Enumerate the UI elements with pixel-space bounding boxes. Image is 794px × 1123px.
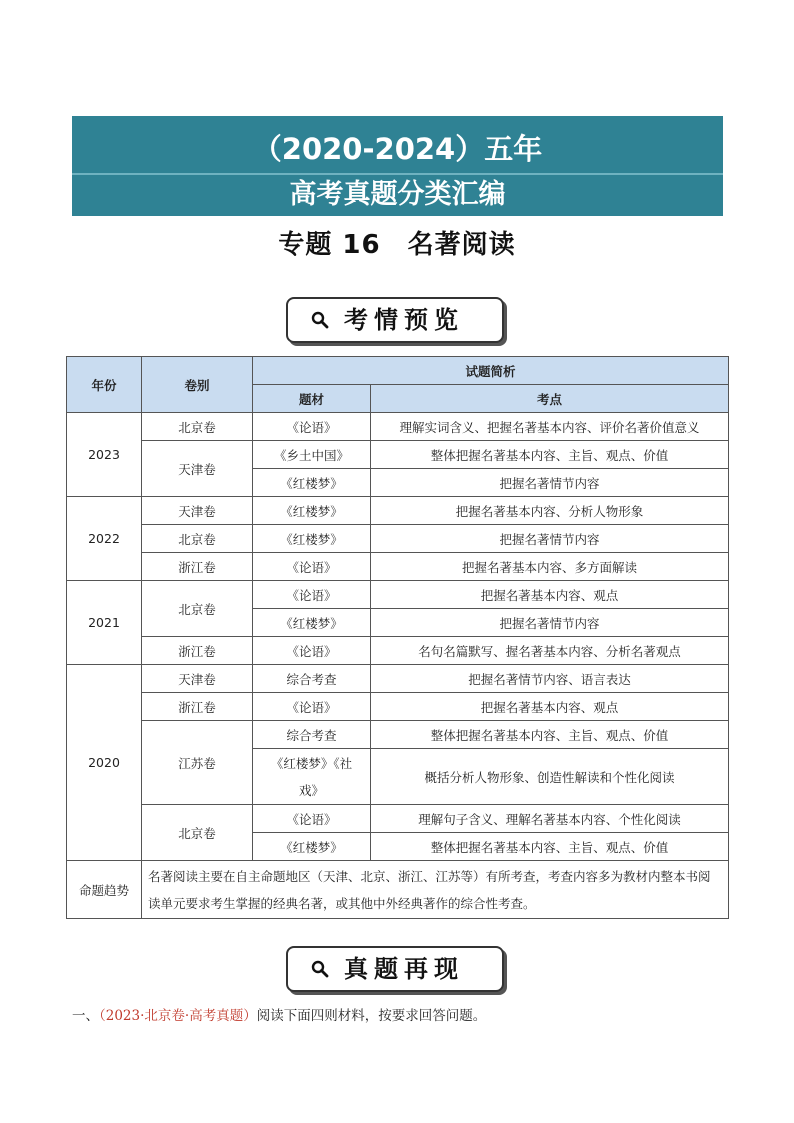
point-cell: 理解实词含义、把握名著基本内容、评价名著价值意义 <box>371 413 729 441</box>
point-cell: 把握名著情节内容 <box>371 469 729 497</box>
point-cell: 概括分析人物形象、创造性解读和个性化阅读 <box>371 749 729 805</box>
table-row <box>67 413 729 441</box>
paper-cell: 北京卷 <box>142 805 253 861</box>
year-cell: 2021 <box>67 581 142 665</box>
year-cell: 2022 <box>67 497 142 581</box>
paper-cell: 浙江卷 <box>142 637 253 665</box>
paper-cell: 天津卷 <box>142 441 253 497</box>
material-cell: 《论语》 <box>253 693 371 721</box>
paper-cell: 江苏卷 <box>142 721 253 805</box>
material-cell: 《论语》 <box>253 637 371 665</box>
material-line: 戏》 <box>298 782 324 798</box>
point-cell: 把握名著基本内容、观点 <box>371 693 729 721</box>
table-row <box>67 497 729 525</box>
paper-cell: 浙江卷 <box>142 693 253 721</box>
header-summary: 试题简析 <box>253 357 729 385</box>
year-cell: 2020 <box>67 665 142 861</box>
question-intro <box>72 1004 486 1024</box>
header-point: 考点 <box>371 385 729 413</box>
question-text: 阅读下面四则材料，按要求回答问题。 <box>256 1008 487 1024</box>
material-cell: 《红楼梦》 <box>253 525 371 553</box>
material-line: 《红楼梦》《社 <box>270 755 353 771</box>
paper-cell: 北京卷 <box>142 581 253 637</box>
material-cell: 《乡土中国》 <box>253 441 371 469</box>
trend-text: 名著阅读主要在自主命题地区（天津、北京、浙江、江苏等）有所考查，考查内容多为教材内整本书阅读单元要求考生掌握的经典名著，或其他中外经典著作的综合性考查。 <box>142 861 729 919</box>
section-header-preview <box>286 297 504 343</box>
title-banner <box>72 116 723 216</box>
exam-summary-table <box>66 356 729 919</box>
material-cell: 《论语》 <box>253 805 371 833</box>
topic-title: 专题 16 名著阅读 <box>278 230 516 260</box>
year-cell: 2023 <box>67 413 142 497</box>
point-cell: 把握名著情节内容 <box>371 609 729 637</box>
point-cell: 把握名著情节内容 <box>371 525 729 553</box>
paper-cell: 天津卷 <box>142 665 253 693</box>
material-cell: 《红楼梦》 <box>253 497 371 525</box>
magnifier-icon <box>310 310 330 330</box>
point-cell: 把握名著基本内容、观点 <box>371 581 729 609</box>
magnifier-icon <box>310 959 330 979</box>
trend-label: 命题趋势 <box>67 861 142 919</box>
table-row <box>67 665 729 693</box>
banner-years: （2020-2024）五年 <box>252 132 543 166</box>
table-row <box>67 553 729 581</box>
header-year: 年份 <box>67 357 142 413</box>
material-cell <box>253 749 371 805</box>
point-cell: 把握名著情节内容、语言表达 <box>371 665 729 693</box>
point-cell: 整体把握名著基本内容、主旨、观点、价值 <box>371 441 729 469</box>
question-number: 一、 <box>72 1008 99 1024</box>
point-cell: 把握名著基本内容、多方面解读 <box>371 553 729 581</box>
banner-subtitle: 高考真题分类汇编 <box>289 179 506 210</box>
section-title-preview: 考情预览 <box>344 305 464 334</box>
paper-cell: 北京卷 <box>142 413 253 441</box>
material-cell: 《论语》 <box>253 553 371 581</box>
paper-cell: 天津卷 <box>142 497 253 525</box>
material-cell: 综合考查 <box>253 665 371 693</box>
question-source: （2023·北京卷·高考真题） <box>99 1008 257 1024</box>
material-cell: 《红楼梦》 <box>253 609 371 637</box>
point-cell: 把握名著基本内容、分析人物形象 <box>371 497 729 525</box>
table-row <box>67 637 729 665</box>
point-cell: 整体把握名著基本内容、主旨、观点、价值 <box>371 721 729 749</box>
material-cell: 《红楼梦》 <box>253 469 371 497</box>
point-cell: 整体把握名著基本内容、主旨、观点、价值 <box>371 833 729 861</box>
point-cell: 名句名篇默写、握名著基本内容、分析名著观点 <box>371 637 729 665</box>
table-row <box>67 581 729 609</box>
table-row <box>67 721 729 749</box>
material-cell: 综合考查 <box>253 721 371 749</box>
paper-cell: 北京卷 <box>142 525 253 553</box>
material-cell: 《红楼梦》 <box>253 833 371 861</box>
table-row <box>67 441 729 469</box>
header-paper: 卷别 <box>142 357 253 413</box>
table-header-row <box>67 357 729 385</box>
material-cell: 《论语》 <box>253 413 371 441</box>
section-header-questions <box>286 946 504 992</box>
trend-row <box>67 861 729 919</box>
material-cell: 《论语》 <box>253 581 371 609</box>
banner-divider <box>72 173 723 175</box>
table-row <box>67 525 729 553</box>
paper-cell: 浙江卷 <box>142 553 253 581</box>
point-cell: 理解句子含义、理解名著基本内容、个性化阅读 <box>371 805 729 833</box>
section-title-questions: 真题再现 <box>344 954 464 983</box>
header-material: 题材 <box>253 385 371 413</box>
table-row <box>67 693 729 721</box>
table-row <box>67 805 729 833</box>
